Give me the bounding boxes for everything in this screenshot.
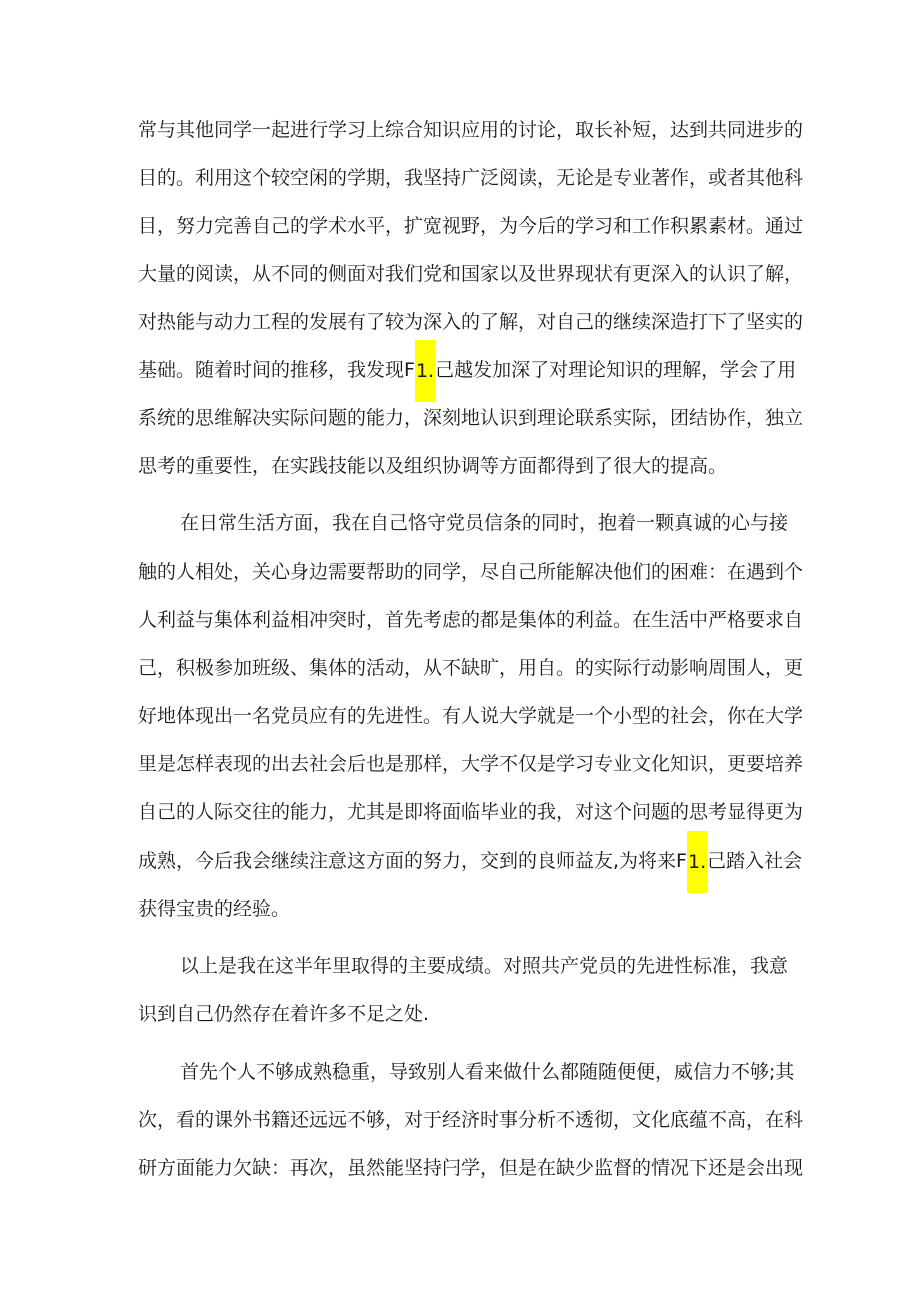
text-line: 对热能与动力工程的发展有了较为深入的了解，对自己的继续深造打下了坚实的 [138,311,804,333]
text-line: 系统的思维解决实际问题的能力，深刻地认识到理论联系实际，团结协作，独立 [138,407,804,429]
text-line: 在日常生活方面，我在自己恪守党员信条的同时，抱着一颗真诚的心与接 [180,512,789,534]
text-segment: 成熟，今后我会继续注意这方面的努力，交到的良师益友,为将来F [138,850,687,872]
text-line: 自己的人际交往的能力，尤其是即将面临毕业的我，对这个问题的思考显得更为 [138,801,804,823]
text-line: 常与其他同学一起进行学习上综合知识应用的讨论，取长补短，达到共同进步的 [138,119,804,141]
text-line: 首先个人不够成熟稳重，导致别人看来做什么都随随便便，威信力不够;其 [180,1061,795,1083]
text-line: 目，努力完善自己的学术水平，扩宽视野，为今后的学习和工作积累素材。通过 [138,215,804,237]
text-line: 获得宝贵的经验。 [138,898,291,920]
highlight-mark: 1. [687,831,707,893]
highlight-mark: 1. [415,340,435,402]
text-line: 次，看的课外书籍还远远不够，对于经济时事分析不透彻，文化底蕴不高，在科 [138,1109,804,1131]
text-line: 思考的重要性，在实践技能以及组织协调等方面都得到了很大的提高。 [138,455,728,477]
text-line: 识到自己仍然存在着许多不足之处. [138,1003,430,1025]
text-line: 大量的阅读，从不同的侧面对我们党和国家以及世界现状有更深入的认识了解， [138,263,804,285]
text-line: 目的。利用这个较空闲的学期，我坚持广泛阅读，无论是专业著作，或者其他科 [138,167,804,189]
text-segment: 基础。随着时间的推移，我发现F [138,359,415,381]
text-line: 己，积极参加班级、集体的活动，从不缺旷，用自。的实际行动影响周围人，更 [138,657,804,679]
text-line: 好地体现出一名党员应有的先进性。有人说大学就是一个小型的社会，你在大学 [138,705,804,727]
text-line-highlighted [138,358,796,383]
text-line: 研方面能力欠缺：再次，虽然能坚持闩学，但是在缺少监督的情况下还是会出现 [138,1157,804,1179]
text-line-highlighted [138,849,802,874]
text-line: 人利益与集体利益相冲突时，首先考虑的都是集体的利益。在生活中严格要求自 [138,609,804,631]
text-segment: 己踏入社会 [707,850,803,872]
text-line: 里是怎样表现的出去社会后也是那样，大学不仅是学习专业文化知识，更要培养 [138,753,804,775]
text-line: 触的人相处，关心身边需要帮助的同学，尽自己所能解决他们的困难：在遇到个 [138,561,804,583]
text-line: 以上是我在这半年里取得的主要成绩。对照共产党员的先进性标准，我意 [180,955,789,977]
text-segment: 己越发加深了对理论知识的理解，学会了用 [435,359,797,381]
